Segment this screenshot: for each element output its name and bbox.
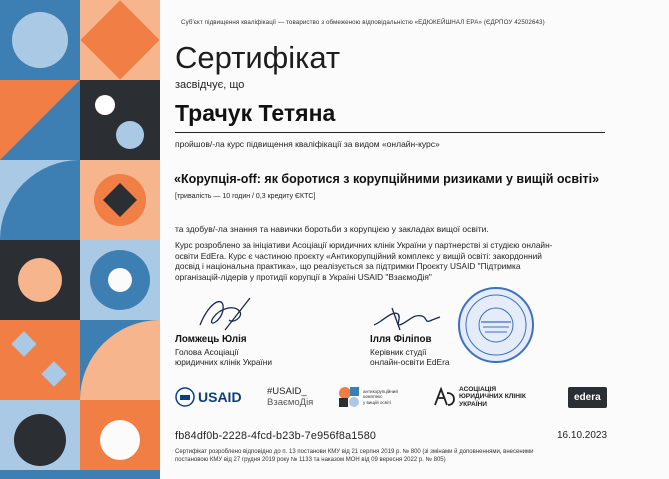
passed-course-text: пройшов/-ла курс підвищення кваліфікації за видом «онлайн-курс» bbox=[175, 139, 440, 149]
course-description: Курс розроблено за ініціативи Асоціації юридичних клінік України у партнерстві зі студією онлайн- освіти EdEra. Курс є частиною проєкту «Антикорупційний комплекс у вищій освіті: закордонний досвід і національна практика», що реалізується за підтримки Проєкту USAID "Підтримка організацій-лідерів у протидії корупції в Україні USAID "ВзаємоДія" bbox=[175, 240, 553, 282]
partner-logos bbox=[175, 382, 635, 412]
certificate-id: fb84df0b-2228-4fcd-b23b-7e956f8a1580 bbox=[175, 430, 377, 442]
name-divider bbox=[175, 132, 605, 133]
signatory-name-1: Ломжець Юлія bbox=[175, 334, 247, 345]
signatory-role-1: Голова Асоціації юридичних клінік України bbox=[175, 347, 272, 367]
usaid-logo: USAID bbox=[175, 382, 247, 412]
official-stamp bbox=[457, 286, 535, 364]
certificate-title: Сертифікат bbox=[175, 40, 341, 75]
decorative-art-panel bbox=[0, 0, 160, 479]
gained-skills-text: та здобув/-ла знання та навички боротьби з корупцією у закладах вищої освіти. bbox=[175, 224, 489, 234]
issue-date: 16.10.2023 bbox=[557, 430, 608, 441]
provider-note: Суб'єкт підвищення кваліфікації — товариство з обмеженою відповідальністю «ЕДЮКЕЙШНАЛ ЕРА» (ЄДРПОУ 42502643) bbox=[181, 19, 545, 26]
signature-image-lomzhets bbox=[195, 290, 255, 335]
anticorruption-complex-icon bbox=[338, 386, 360, 408]
edera-logo: edera bbox=[568, 382, 610, 412]
signature-image-filipov bbox=[372, 300, 442, 335]
course-title: «Корупція-off: як боротися з корупційними ризиками у вищій освіті» bbox=[174, 172, 600, 186]
anticorruption-complex-logo: антикорупційний комплекс у вищій освіті bbox=[338, 382, 418, 412]
certificate-content bbox=[175, 0, 635, 479]
course-duration: [тривалість — 10 годин / 0,3 кредиту ЄКТС] bbox=[175, 193, 316, 200]
signatory-role-2: Керівник студії онлайн-освіти EdEra bbox=[370, 347, 450, 367]
legal-clinics-association-logo: АСОЦІАЦІЯ ЮРИДИЧНИХ КЛІНІК УКРАЇНИ bbox=[433, 382, 553, 412]
association-icon bbox=[433, 387, 455, 407]
recipient-name: Трачук Тетяна bbox=[175, 100, 336, 126]
usaid-vzaemodia-logo: #USAID_ ВзаємоДія bbox=[267, 386, 314, 408]
usaid-seal-icon bbox=[175, 387, 195, 407]
confirms-text: засвідчує, що bbox=[175, 79, 245, 91]
signatory-name-2: Ілля Філіпов bbox=[370, 334, 432, 345]
legal-footer-note: Сертифікат розроблено відповідно до п. 13 постанови КМУ від 21 серпня 2019 р. № 800 (зі змінами й доповненнями, внесеними постановою КМУ від 27 грудня 2019 року № 1133 та наказом МОН від 09 вересня 2022 р. № 805) bbox=[175, 449, 534, 463]
